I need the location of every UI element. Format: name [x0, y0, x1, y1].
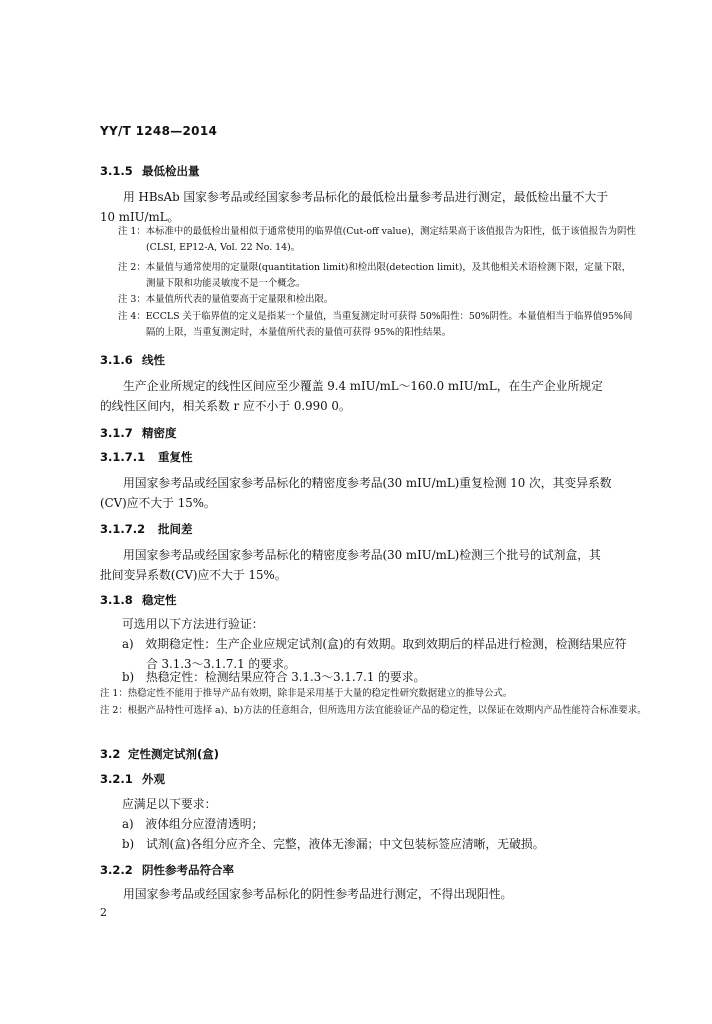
- section-heading-3-1-5: [100, 163, 200, 179]
- section-heading-3-1-8: [100, 592, 177, 608]
- section-number: 3.2.2: [100, 863, 133, 877]
- list-item: b) 试剂(盒)各组分应齐全、完整，液体无渗漏；中文包装标签应清晰，无破损。: [122, 837, 545, 851]
- intro-text: 应满足以下要求：: [122, 797, 217, 811]
- section-title: 批间差: [158, 522, 193, 536]
- section-text: 用国家参考品或经国家参考品标化的精密度参考品(30 mIU/mL)重复检测 10 次，其变异系数(CV)应不大于 15%。: [100, 476, 612, 510]
- note: 注 1：热稳定性不能用于推导产品有效期，除非是采用基于大量的稳定性研究数据建立的推导公式。: [100, 688, 513, 699]
- section-number: 3.1.6: [100, 353, 133, 367]
- section-title: 阴性参考品符合率: [142, 863, 234, 877]
- section-title: 最低检出量: [142, 164, 200, 178]
- note: 注 1：本标准中的最低检出量相似于通常使用的临界值(Cut-off value)，测定结果高于该值报告为阳性，低于该值报告为阴性(CLSI, EP12-A, Vol. 22 No. 14)。: [118, 226, 636, 253]
- note: 注 2：本量值与通常使用的定量限(quantitation limit)和检出限(detection limit)，及其他相关术语检测下限，定量下限，测量下限和功能灵敏度不是一个概念。: [118, 262, 632, 289]
- section-number: 3.2.1: [100, 772, 133, 786]
- section-number: 3.2: [100, 747, 121, 761]
- section-number: 3.1.7: [100, 426, 133, 440]
- list-item: a) 效期稳定性：生产企业应规定试剂(盒)的有效期。取到效期后的样品进行检测，检测结果应符合 3.1.3～3.1.7.1 的要求。: [122, 637, 627, 671]
- standard-number: YY/T 1248—2014: [100, 124, 218, 138]
- section-number: 3.1.7.1: [100, 450, 146, 464]
- intro-text: 可选用以下方法进行验证：: [122, 617, 264, 631]
- section-text: 用 HBsAb 国家参考品或经国家参考品标化的最低检出量参考品进行测定，最低检出量不大于10 mIU/mL。: [100, 190, 609, 224]
- page-number: 2: [100, 906, 107, 919]
- section-number: 3.1.7.2: [100, 522, 146, 536]
- note: 注 2：根据产品特性可选择 a)、b)方法的任意组合，但所选用方法宜能验证产品的稳定性，以保证在效期内产品性能符合标准要求。: [100, 705, 647, 716]
- section-title: 定性测定试剂(盒): [128, 747, 220, 761]
- section-text: 用国家参考品或经国家参考品标化的精密度参考品(30 mIU/mL)检测三个批号的试剂盒，其批间变异系数(CV)应不大于 15%。: [100, 548, 601, 582]
- section-number: 3.1.8: [100, 593, 133, 607]
- section-heading-3-1-7-1: [100, 449, 193, 465]
- section-number: 3.1.5: [100, 164, 133, 178]
- section-title: 精密度: [142, 426, 177, 440]
- list-item: a) 液体组分应澄清透明；: [122, 817, 264, 831]
- section-text: 用国家参考品或经国家参考品标化的阴性参考品进行测定，不得出现阳性。: [123, 887, 513, 901]
- section-text: 生产企业所规定的线性区间应至少覆盖 9.4 mIU/mL～160.0 mIU/mL，在生产企业所规定的线性区间内，相关系数 r 应不小于 0.990 0。: [100, 379, 603, 413]
- section-heading-3-2-1: [100, 771, 165, 787]
- note: 注 4：ECCLS 关于临界值的定义是指某一个量值，当重复测定时可获得 50%阳性：50%阴性。本量值相当于临界值95%间隔的上限，当重复测定时，本量值所代表的量值可获得 95%的阳性结果。: [118, 311, 633, 338]
- note: 注 3：本量值所代表的量值要高于定量限和检出限。: [118, 294, 334, 305]
- section-title: 稳定性: [142, 593, 177, 607]
- section-title: 外观: [142, 772, 165, 786]
- section-heading-3-1-6: [100, 352, 165, 368]
- section-title: 线性: [142, 353, 165, 367]
- section-heading-3-2-2: [100, 862, 234, 878]
- section-heading-3-1-7: [100, 425, 177, 441]
- section-title: 重复性: [158, 450, 193, 464]
- list-item: b) 热稳定性：检测结果应符合 3.1.3～3.1.7.1 的要求。: [122, 670, 426, 684]
- section-heading-3-2: [100, 746, 219, 762]
- section-heading-3-1-7-2: [100, 521, 193, 537]
